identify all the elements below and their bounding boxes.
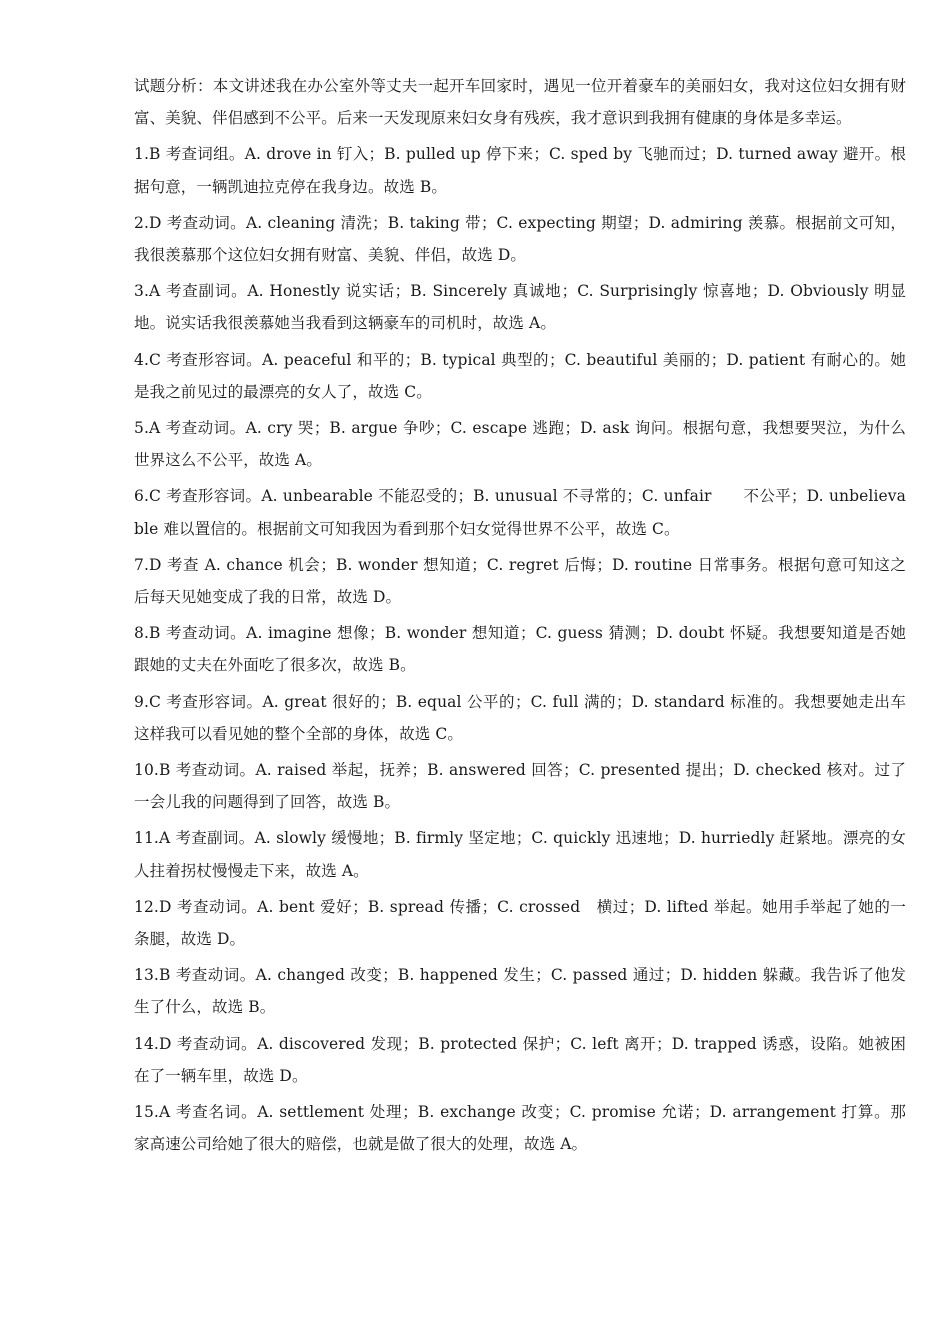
answer-item-14: 14.D 考查动词。A. discovered 发现；B. protected 保护；C. left 离开；D. trapped 诱惑，设陷。她被困在了一辆车里，故选 D。 xyxy=(134,1034,906,1085)
answer-item-5: 5.A 考查动词。A. cry 哭；B. argue 争吵；C. escape 逃跑；D. ask 询问。根据句意，我想要哭泣，为什么世界这么不公平，故选 A。 xyxy=(134,419,906,470)
answer-item-7: 7.D 考查 A. chance 机会；B. wonder 想知道；C. regret 后悔；D. routine 日常事务。根据句意可知这之后每天见她变成了我的日常，故选 D。 xyxy=(134,555,906,607)
answer-item-6: 6.C 考查形容词。A. unbearable 不能忍受的；B. unusual 不寻常的；C. unfair 不公平；D. unbelievable 难以置信的。根据前文可知我因为看到那个妇女觉得世界不公平，故选 C。 xyxy=(134,487,906,538)
answer-analysis xyxy=(134,70,906,1165)
answer-item-8: 8.B 考查动词。A. imagine 想像；B. wonder 想知道；C. guess 猜测；D. doubt 怀疑。我想要知道是否她跟她的丈夫在外面吃了很多次，故选 B。 xyxy=(134,624,906,675)
answer-item-11: 11.A 考查副词。A. slowly 缓慢地；B. firmly 坚定地；C. quickly 迅速地；D. hurriedly 赶紧地。漂亮的女人拄着拐杖慢慢走下来，故选 A。 xyxy=(134,829,906,880)
answer-item-4: 4.C 考查形容词。A. peaceful 和平的；B. typical 典型的；C. beautiful 美丽的；D. patient 有耐心的。她是我之前见过的最漂亮的女人了，故选 C。 xyxy=(134,350,906,401)
answer-item-3: 3.A 考查副词。A. Honestly 说实话；B. Sincerely 真诚地；C. Surprisingly 惊喜地；D. Obviously 明显地。说实话我很羡慕她当我看到这辆豪车的司机时，故选 A。 xyxy=(134,282,906,333)
answer-item-10: 10.B 考查动词。A. raised 举起，抚养；B. answered 回答；C. presented 提出；D. checked 核对。过了一会儿我的问题得到了回答，故选 B。 xyxy=(134,761,906,812)
answer-item-2: 2.D 考查动词。A. cleaning 清洗；B. taking 带；C. expecting 期望；D. admiring 羡慕。根据前文可知，我很羡慕那个这位妇女拥有财富、美貌、伴侣，故选 D。 xyxy=(134,213,906,265)
analysis-intro: 试题分析：本文讲述我在办公室外等丈夫一起开车回家时，遇见一位开着豪车的美丽妇女，我对这位妇女拥有财富、美貌、伴侣感到不公平。后来一天发现原来妇女身有残疾，我才意识到我拥有健康的身体是多幸运。 xyxy=(134,77,906,128)
answer-item-1: 1.B 考查词组。A. drove in 钉入；B. pulled up 停下来；C. sped by 飞驰而过；D. turned away 避开。根据句意，一辆凯迪拉克停在我身边。故选 B。 xyxy=(134,145,906,196)
answer-item-13: 13.B 考查动词。A. changed 改变；B. happened 发生；C. passed 通过；D. hidden 躲藏。我告诉了他发生了什么，故选 B。 xyxy=(134,966,906,1017)
answer-item-15: 15.A 考查名词。A. settlement 处理；B. exchange 改变；C. promise 允诺；D. arrangement 打算。那家高速公司给她了很大的赔偿，也就是做了很大的处理，故选 A。 xyxy=(134,1103,906,1154)
answer-item-9: 9.C 考查形容词。A. great 很好的；B. equal 公平的；C. full 满的；D. standard 标准的。我想要她走出车这样我可以看见她的整个全部的身体，故选 C。 xyxy=(134,692,906,743)
answer-item-12: 12.D 考查动词。A. bent 爱好；B. spread 传播；C. crossed 横过；D. lifted 举起。她用手举起了她的一条腿，故选 D。 xyxy=(134,897,906,949)
